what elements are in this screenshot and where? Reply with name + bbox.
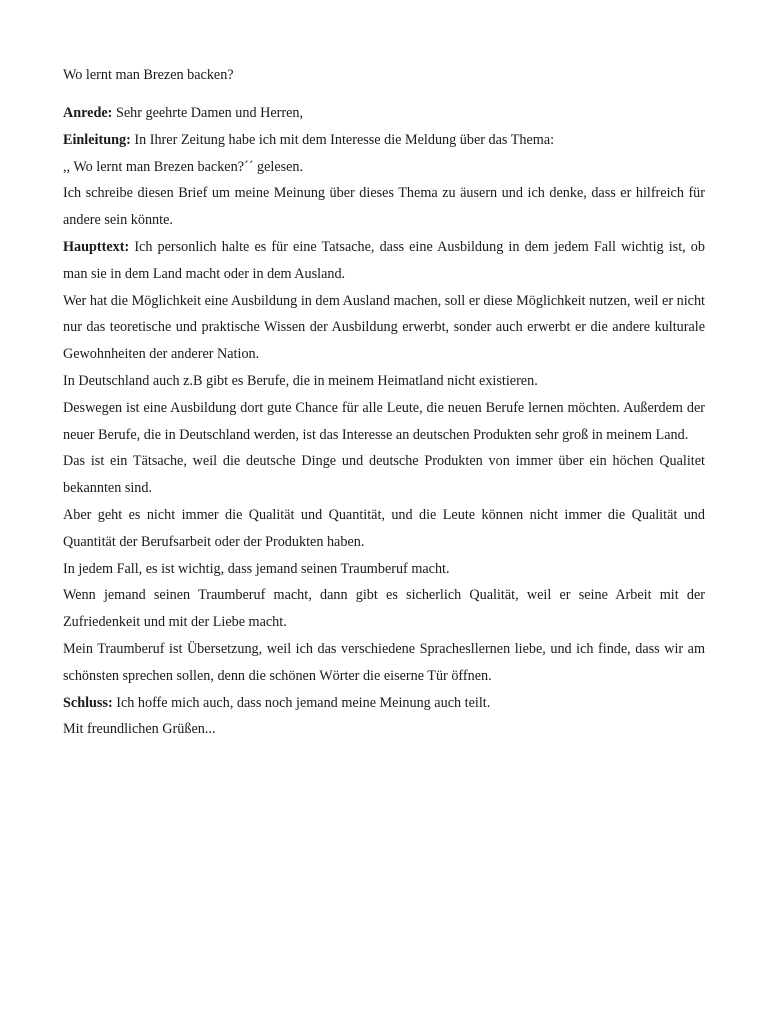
paragraph-label: Haupttext: (63, 238, 130, 255)
paragraph-haupttext (63, 234, 705, 288)
paragraph-text: Ich hoffe mich auch, dass noch jemand meine Meinung auch teilt. (112, 694, 491, 711)
paragraph-topic-quote (63, 154, 705, 181)
paragraph-label: Schluss: (63, 694, 113, 711)
paragraph-text: Sehr geehrte Damen und Herren, (112, 105, 304, 121)
paragraph-text: ,, Wo lernt man Brezen backen?´´ gelesen. (63, 158, 304, 175)
paragraph-text: In Deutschland auch z.B gibt es Berufe, die in meinem Heimatland nicht existieren. (63, 372, 538, 389)
paragraph-text: Ich schreibe diesen Brief um meine Meinung über dieses Thema zu äusern und ich denke, dass er hilfreich für andere sein könnte. (63, 185, 705, 229)
paragraph-text: In Ihrer Zeitung habe ich mit dem Interesse die Meldung über das Thema: (130, 131, 555, 148)
paragraph-closing (63, 716, 705, 743)
paragraph-label: Anrede: (63, 105, 113, 121)
paragraph-text: Mein Traumberuf ist Übersetzung, weil ich das verschiedene Sprachesllernen liebe, und ich finde, dass wir am schönsten sprechen sollen, denn die schönen Wörter die eiserne Tür öffnen. (63, 640, 705, 684)
paragraph-text: Wenn jemand seinen Traumberuf macht, dann gibt es sicherlich Qualität, weil er seine Arbeit mit der Zufriedenkeit und mit der Liebe macht. (63, 587, 705, 631)
paragraph-text: In jedem Fall, es ist wichtig, dass jemand seinen Traumberuf macht. (63, 560, 450, 577)
paragraph-text: Mit freundlichen Grüßen... (63, 721, 216, 738)
paragraph-body-4 (63, 448, 705, 502)
paragraph-text: Das ist ein Tätsache, weil die deutsche Dinge und deutsche Produkten von immer über ein höchen Qualitet bekannten sind. (63, 453, 705, 497)
paragraph-anrede (63, 100, 705, 127)
paragraph-body-7 (63, 582, 705, 636)
document-page (63, 62, 705, 743)
paragraph-einleitung (63, 127, 705, 154)
paragraph-text: Wer hat die Möglichkeit eine Ausbildung in dem Ausland machen, soll er diese Möglichkeit nutzen, weil er nicht nur das teoretische und praktische Wissen der Ausbildung erwerbt, sonder auch erwerbt er die andere kulturale Gewohnheiten der anderer Nation. (63, 292, 705, 363)
paragraph-body-5 (63, 502, 705, 556)
document-title: Wo lernt man Brezen backen? (63, 67, 234, 83)
paragraph-schluss (63, 690, 705, 717)
paragraph-text: Deswegen ist eine Ausbildung dort gute Chance für alle Leute, die neuen Berufe lernen möchten. Außerdem der neuer Berufe, die in Deutschland werden, ist das Interesse an deutschen Produkten sehr groß in meinem Land. (63, 399, 705, 443)
paragraph-body-3 (63, 395, 705, 449)
paragraph-text: Ich personlich halte es für eine Tatsache, dass eine Ausbildung in dem jedem Fall wichtig ist, ob man sie in dem Land macht oder in dem Ausland. (63, 238, 705, 282)
paragraph-body-1 (63, 288, 705, 368)
paragraph-body-6 (63, 556, 705, 583)
paragraph-text: Aber geht es nicht immer die Qualität und Quantität, und die Leute können nicht immer die Qualität und Quantität der Berufsarbeit oder der Produkten haben. (63, 506, 705, 550)
paragraph-body-2 (63, 368, 705, 395)
paragraph-body-8 (63, 636, 705, 690)
paragraph-intro-purpose (63, 180, 705, 234)
paragraph-label: Einleitung: (63, 131, 131, 148)
